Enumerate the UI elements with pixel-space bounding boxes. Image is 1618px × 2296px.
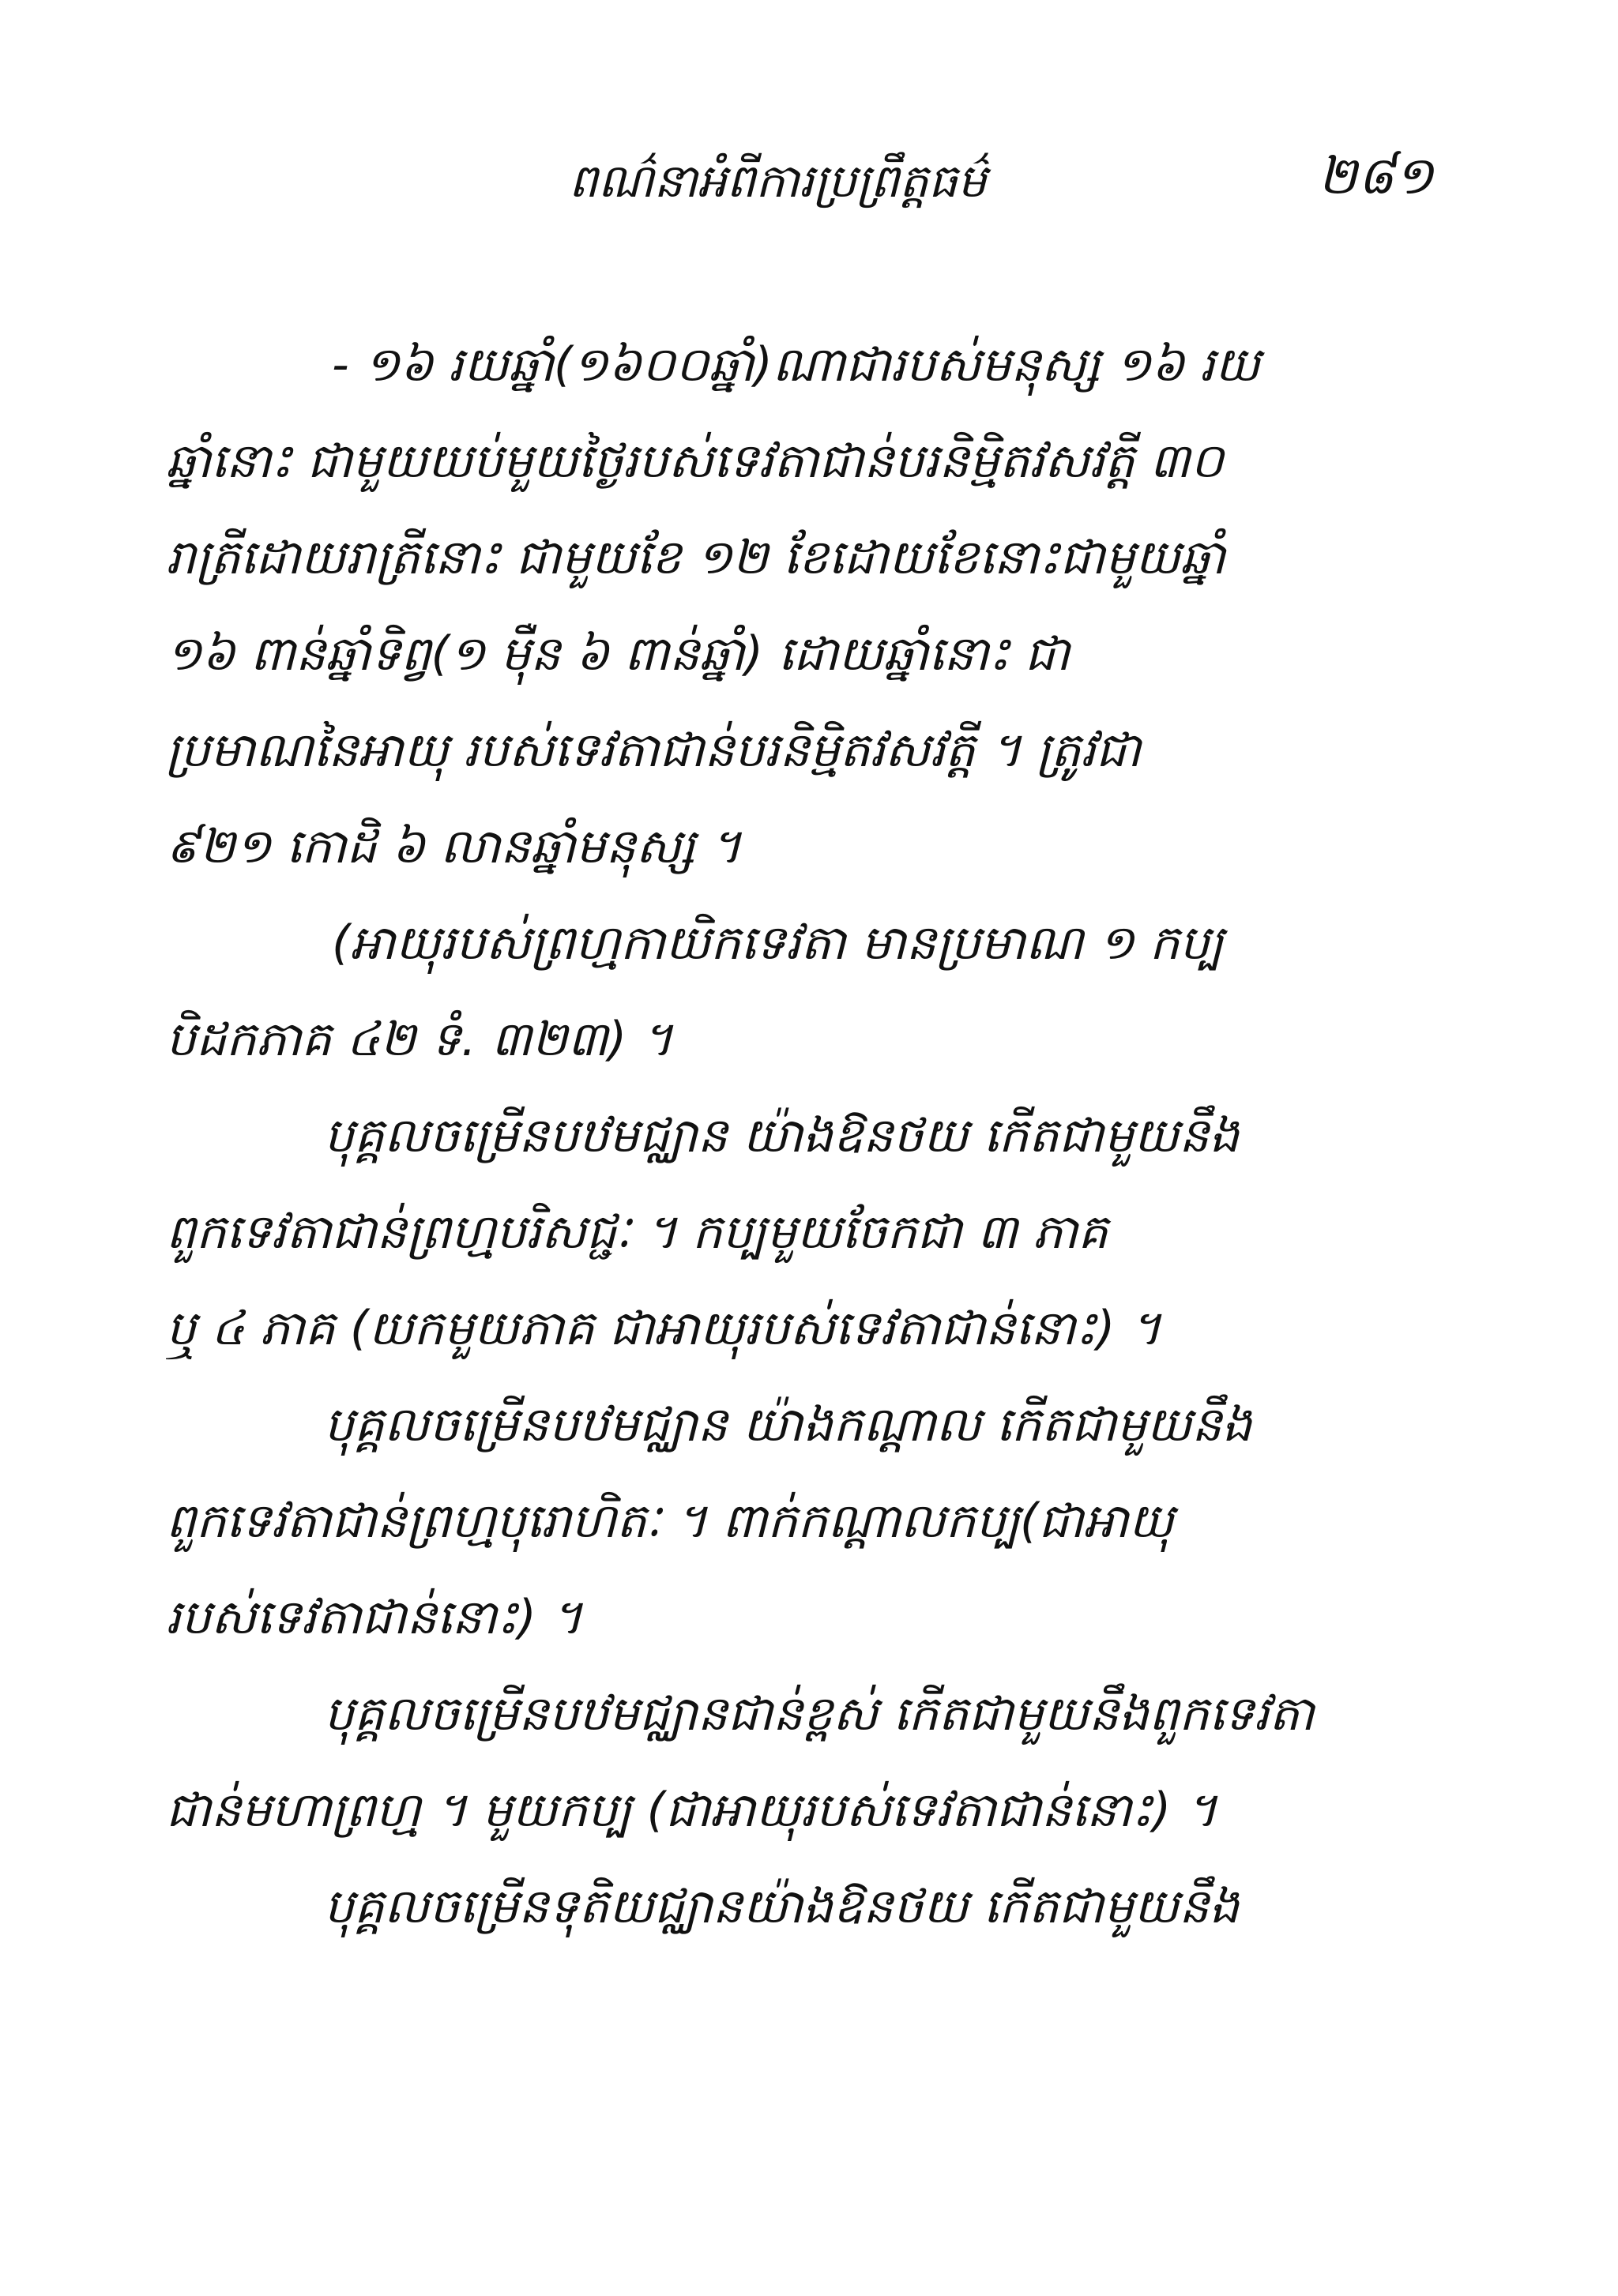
text-line: រាត្រីដោយរាត្រីនោះ ជាមួយខែ ១២ ខែដោយខែនោះជាមួយឆ្នាំ: [166, 530, 1226, 585]
text-line: បុគ្គលចម្រើនបឋមជ្ឈាន យ៉ាងឱនថយ កើតជាមួយនឹង: [324, 1108, 1240, 1163]
text-line: បិដកភាគ ៤២ ទំ. ៣២៣) ។: [166, 1012, 673, 1067]
text-line: ប្រមាណនៃអាយុ របស់ទេវតាជាន់បរនិម្មិតវសវត្តី ។ ត្រូវជា: [166, 723, 1142, 778]
text-line: បុគ្គលចម្រើនទុតិយជ្ឈានយ៉ាងឱនថយ កើតជាមួយនឹង: [324, 1879, 1240, 1934]
text-line: ជាន់មហាព្រហ្ម ។ មួយកប្ប (ជាអាយុរបស់ទេវតាជាន់នោះ) ។: [166, 1783, 1217, 1838]
text-line: ១៦ ពាន់ឆ្នាំទិព្វ(១ ម៉ឺន ៦ ពាន់ឆ្នាំ) ដោយឆ្នាំនោះ ជា: [166, 626, 1071, 682]
text-line: ឬ ៤ ភាគ (យកមួយភាគ ជាអាយុរបស់ទេវតាជាន់នោះ) ។: [166, 1301, 1161, 1356]
text-line: បុគ្គលចម្រើនបឋមជ្ឈានជាន់ខ្ពស់ កើតជាមួយនឹងពួកទេវតា: [324, 1686, 1315, 1742]
text-line: ៩២១ កោដិ ៦ លានឆ្នាំមនុស្ស ។: [166, 819, 742, 874]
text-line: ពួកទេវតាជាន់ព្រហ្មបរិសជ្ជៈ ។ កប្បមួយចែកជា ៣ ភាគ: [166, 1204, 1108, 1260]
text-line: ពួកទេវតាជាន់ព្រហ្មបុរោហិតៈ ។ ពាក់កណ្តាលកប្ប(ជាអាយុ: [166, 1494, 1174, 1549]
text-line: (អាយុរបស់ព្រហ្មកាយិកទេវតា មានប្រមាណ ១ កប្ប: [332, 915, 1224, 971]
text-line: ឆ្នាំនោះ ជាមួយយប់មួយថ្ងៃរបស់ទេវតាជាន់បរនិម្មិតវសវត្តី ៣០: [166, 434, 1224, 489]
text-line: បុគ្គលចម្រើនបឋមជ្ឈាន យ៉ាងកណ្តាល កើតជាមួយនឹង: [324, 1397, 1252, 1452]
running-title: ពណ៌នាអំពីការប្រព្រឹត្តធម៌: [569, 154, 987, 208]
text-line: របស់ទេវតាជាន់នោះ) ។: [166, 1590, 583, 1645]
page-number: ២៨១: [1318, 145, 1434, 206]
text-line: - ១៦ រយឆ្នាំ(១៦០០ឆ្នាំ)ណាជារបស់មនុស្ស ១៦ រយ: [332, 337, 1260, 393]
